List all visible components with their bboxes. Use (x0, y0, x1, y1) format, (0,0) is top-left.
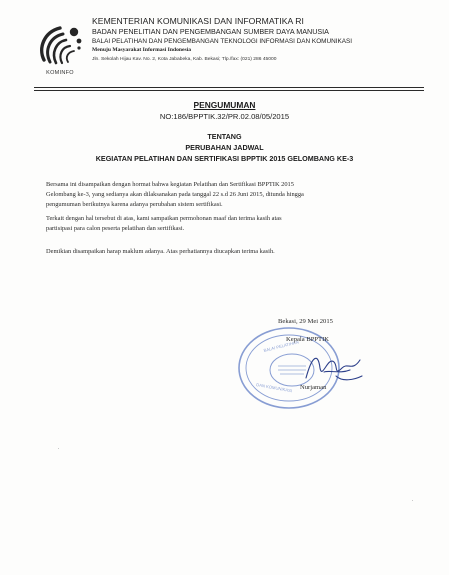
paragraph-3-line-1: Demikian disampaikan harap maklum adanya. Atas perhatiannya diucapkan terima kasih. (46, 248, 275, 255)
address: Jln. Sekolah Hijau Kav. No. 2, Kota Jababeka, Kab. Bekasi; Tlp./fax: (021) 286 45000 (92, 57, 277, 62)
center-name: BALAI PELATIHAN DAN PENGEMBANGAN TEKNOLOGI INFORMASI DAN KOMUNIKASI (92, 38, 353, 45)
paragraph-1 (46, 180, 406, 210)
paragraph-1-line-3: pengumuman berikutnya karena adanya perubahan sistem sertifikasi. (46, 201, 223, 208)
announcement-number: NO:186/BPPTIK.32/PR.02.08/05/2015 (159, 112, 290, 121)
announcement-subject-line2: KEGIATAN PELATIHAN DAN SERTIFIKASI BPPTIK 2015 GELOMBANG KE-3 (95, 154, 354, 163)
paragraph-3 (46, 247, 406, 257)
letterhead-rule-thick (34, 87, 424, 88)
letterhead-rule-thin (34, 90, 424, 91)
signature-place-date: Bekasi, 29 Mei 2015 (278, 318, 333, 325)
paragraph-2 (46, 214, 406, 234)
paragraph-1-line-2: Gelombang ke-3, yang sedianya akan dilaksanakan pada tanggal 22 s.d 26 Juni 2015, ditunda hingga (46, 191, 304, 198)
announcement-subject-line1: PERUBAHAN JADWAL (185, 143, 264, 152)
scan-speck (412, 500, 413, 501)
paragraph-1-line-1: Bersama ini disampaikan dengan hormat bahwa kegiatan Pelatihan dan Sertifikasi BPPTIK 2015 (46, 181, 294, 188)
kominfo-logo-icon (34, 20, 84, 72)
announcement-title: PENGUMUMAN (193, 100, 256, 110)
ministry-name: KEMENTERIAN KOMUNIKASI DAN INFORMATIKA RI (92, 16, 304, 26)
paragraph-2-line-2: partisipasi para calon peserta pelatihan dan sertifikasi. (46, 225, 185, 232)
svg-text:DAN KOMUNIKASI: DAN KOMUNIKASI (255, 382, 293, 394)
letterhead (92, 16, 437, 64)
signature-position: Kepala BPPTIK (286, 336, 330, 343)
agency-name: BADAN PENELITIAN DAN PENGEMBANGAN SUMBER DAYA MANUSIA (92, 27, 329, 36)
logo-caption: KOMINFO (46, 70, 74, 76)
signature-name: Nurjaman (300, 384, 327, 391)
motto: Menuju Masyarakat Informasi Indonesia (92, 47, 191, 53)
svg-text:BALAI PELATIHAN: BALAI PELATIHAN (263, 339, 300, 353)
paragraph-2-line-1: Terkait dengan hal tersebut di atas, kami sampaikan permohonan maaf dan terima kasih atas (46, 215, 282, 222)
announcement-about: TENTANG (207, 132, 242, 141)
scan-speck (58, 448, 59, 449)
